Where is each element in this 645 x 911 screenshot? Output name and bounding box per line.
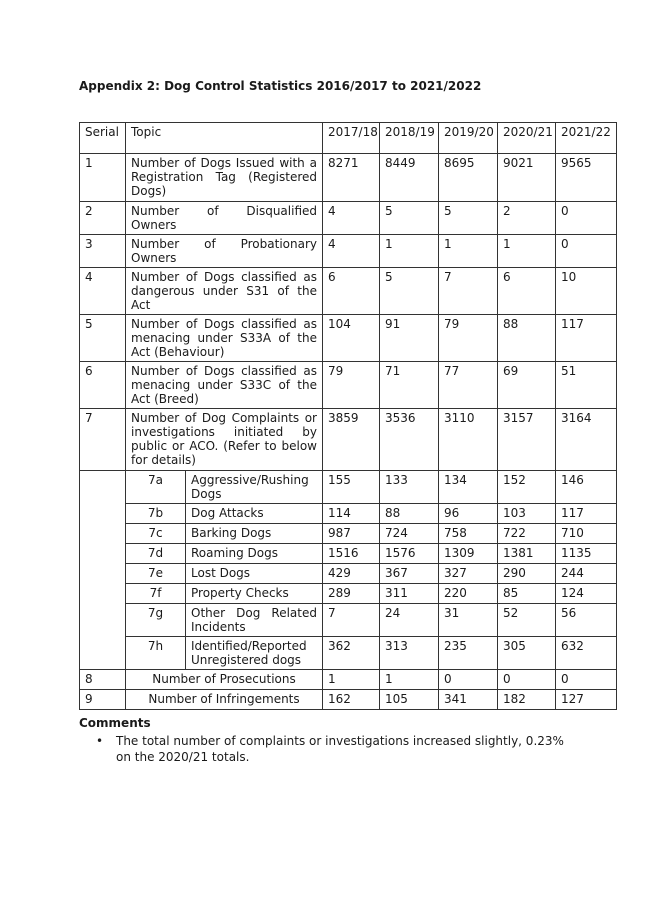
table-row	[80, 154, 617, 202]
blank-cell	[80, 504, 126, 524]
bullet-icon: •	[96, 734, 104, 748]
topic-cell: Number of Dogs classified as menacing under S33C of the Act (Breed)	[126, 362, 323, 409]
value-cell: 1135	[556, 544, 617, 564]
value-cell: 1309	[439, 544, 498, 564]
value-cell: 4	[323, 235, 380, 268]
blank-cell	[80, 524, 126, 544]
column-header: Serial	[80, 123, 126, 154]
value-cell: 71	[380, 362, 439, 409]
column-header: 2020/21	[498, 123, 556, 154]
table-row	[80, 202, 617, 235]
value-cell: 362	[323, 637, 380, 670]
value-cell: 758	[439, 524, 498, 544]
value-cell: 85	[498, 584, 556, 604]
sub-topic-cell: Dog Attacks	[186, 504, 323, 524]
value-cell: 117	[556, 504, 617, 524]
value-cell: 91	[380, 315, 439, 362]
table-row	[80, 362, 617, 409]
column-header: 2018/19	[380, 123, 439, 154]
topic-cell: Number of Probationary Owners	[126, 235, 323, 268]
value-cell: 1381	[498, 544, 556, 564]
value-cell: 1	[380, 235, 439, 268]
comment-item	[96, 733, 566, 765]
value-cell: 155	[323, 471, 380, 504]
value-cell: 0	[498, 670, 556, 690]
value-cell: 114	[323, 504, 380, 524]
table-row	[80, 235, 617, 268]
value-cell: 244	[556, 564, 617, 584]
table-row	[80, 670, 617, 690]
table-row	[80, 690, 617, 710]
value-cell: 5	[380, 202, 439, 235]
sub-topic-cell: Aggressive/Rushing Dogs	[186, 471, 323, 504]
value-cell: 3110	[439, 409, 498, 471]
comments-list	[96, 733, 566, 765]
value-cell: 313	[380, 637, 439, 670]
value-cell: 311	[380, 584, 439, 604]
table-row	[80, 268, 617, 315]
value-cell: 367	[380, 564, 439, 584]
sub-topic-cell: Roaming Dogs	[186, 544, 323, 564]
table-sub-row	[80, 637, 617, 670]
value-cell: 327	[439, 564, 498, 584]
sub-topic-cell: Identified/Reported Unregistered dogs	[186, 637, 323, 670]
sub-topic-cell: Other Dog Related Incidents	[186, 604, 323, 637]
value-cell: 0	[556, 202, 617, 235]
value-cell: 1	[498, 235, 556, 268]
blank-cell	[80, 584, 126, 604]
column-header: Topic	[126, 123, 323, 154]
value-cell: 3859	[323, 409, 380, 471]
value-cell: 9565	[556, 154, 617, 202]
value-cell: 24	[380, 604, 439, 637]
value-cell: 133	[380, 471, 439, 504]
sub-code-cell: 7g	[126, 604, 186, 637]
sub-code-cell: 7d	[126, 544, 186, 564]
value-cell: 710	[556, 524, 617, 544]
value-cell: 7	[323, 604, 380, 637]
column-header: 2021/22	[556, 123, 617, 154]
value-cell: 987	[323, 524, 380, 544]
serial-cell: 8	[80, 670, 126, 690]
value-cell: 69	[498, 362, 556, 409]
topic-cell: Number of Dogs classified as dangerous under S31 of the Act	[126, 268, 323, 315]
value-cell: 1576	[380, 544, 439, 564]
page-title: Appendix 2: Dog Control Statistics 2016/2017 to 2021/2022	[79, 79, 482, 93]
serial-cell: 6	[80, 362, 126, 409]
table-sub-row	[80, 524, 617, 544]
sub-code-cell: 7b	[126, 504, 186, 524]
value-cell: 182	[498, 690, 556, 710]
value-cell: 429	[323, 564, 380, 584]
header-row	[80, 123, 617, 154]
value-cell: 1	[439, 235, 498, 268]
value-cell: 3164	[556, 409, 617, 471]
value-cell: 5	[439, 202, 498, 235]
serial-cell: 3	[80, 235, 126, 268]
value-cell: 104	[323, 315, 380, 362]
value-cell: 31	[439, 604, 498, 637]
value-cell: 117	[556, 315, 617, 362]
value-cell: 0	[556, 235, 617, 268]
blank-cell	[80, 604, 126, 637]
value-cell: 88	[498, 315, 556, 362]
value-cell: 341	[439, 690, 498, 710]
topic-cell: Number of Dogs Issued with a Registration Tag (Registered Dogs)	[126, 154, 323, 202]
value-cell: 1516	[323, 544, 380, 564]
table-sub-row	[80, 584, 617, 604]
topic-cell: Number of Prosecutions	[126, 670, 323, 690]
serial-cell: 5	[80, 315, 126, 362]
sub-code-cell: 7e	[126, 564, 186, 584]
value-cell: 722	[498, 524, 556, 544]
serial-cell: 1	[80, 154, 126, 202]
serial-cell: 4	[80, 268, 126, 315]
value-cell: 88	[380, 504, 439, 524]
value-cell: 0	[439, 670, 498, 690]
value-cell: 124	[556, 584, 617, 604]
value-cell: 105	[380, 690, 439, 710]
value-cell: 235	[439, 637, 498, 670]
value-cell: 724	[380, 524, 439, 544]
table-sub-row	[80, 564, 617, 584]
value-cell: 127	[556, 690, 617, 710]
table-sub-row	[80, 604, 617, 637]
serial-cell: 7	[80, 409, 126, 471]
comment-text: The total number of complaints or investigations increased slightly, 0.23% on the 2020/21 totals.	[116, 734, 564, 764]
value-cell: 134	[439, 471, 498, 504]
value-cell: 5	[380, 268, 439, 315]
blank-cell	[80, 544, 126, 564]
value-cell: 8695	[439, 154, 498, 202]
topic-cell: Number of Dog Complaints or investigations initiated by public or ACO. (Refer to below for details)	[126, 409, 323, 471]
value-cell: 9021	[498, 154, 556, 202]
value-cell: 8449	[380, 154, 439, 202]
table-row	[80, 315, 617, 362]
value-cell: 4	[323, 202, 380, 235]
value-cell: 103	[498, 504, 556, 524]
sub-code-cell: 7h	[126, 637, 186, 670]
value-cell: 79	[323, 362, 380, 409]
value-cell: 152	[498, 471, 556, 504]
value-cell: 1	[323, 670, 380, 690]
table-sub-row	[80, 504, 617, 524]
topic-cell: Number of Dogs classified as menacing under S33A of the Act (Behaviour)	[126, 315, 323, 362]
value-cell: 220	[439, 584, 498, 604]
value-cell: 3157	[498, 409, 556, 471]
value-cell: 6	[323, 268, 380, 315]
serial-cell: 2	[80, 202, 126, 235]
value-cell: 289	[323, 584, 380, 604]
blank-cell	[80, 637, 126, 670]
table-sub-row	[80, 471, 617, 504]
value-cell: 51	[556, 362, 617, 409]
blank-cell	[80, 564, 126, 584]
value-cell: 77	[439, 362, 498, 409]
value-cell: 2	[498, 202, 556, 235]
column-header: 2017/18	[323, 123, 380, 154]
value-cell: 162	[323, 690, 380, 710]
sub-code-cell: 7a	[126, 471, 186, 504]
value-cell: 10	[556, 268, 617, 315]
sub-topic-cell: Barking Dogs	[186, 524, 323, 544]
sub-topic-cell: Property Checks	[186, 584, 323, 604]
serial-cell: 9	[80, 690, 126, 710]
value-cell: 146	[556, 471, 617, 504]
sub-topic-cell: Lost Dogs	[186, 564, 323, 584]
sub-code-cell: 7c	[126, 524, 186, 544]
column-header: 2019/20	[439, 123, 498, 154]
value-cell: 3536	[380, 409, 439, 471]
value-cell: 1	[380, 670, 439, 690]
sub-code-cell: 7f	[126, 584, 186, 604]
table-row	[80, 409, 617, 471]
dog-control-statistics-table	[79, 122, 617, 710]
topic-cell: Number of Infringements	[126, 690, 323, 710]
table-sub-row	[80, 544, 617, 564]
value-cell: 632	[556, 637, 617, 670]
value-cell: 52	[498, 604, 556, 637]
blank-cell	[80, 471, 126, 504]
value-cell: 8271	[323, 154, 380, 202]
value-cell: 290	[498, 564, 556, 584]
value-cell: 96	[439, 504, 498, 524]
comments-heading: Comments	[79, 716, 151, 730]
value-cell: 7	[439, 268, 498, 315]
value-cell: 6	[498, 268, 556, 315]
value-cell: 0	[556, 670, 617, 690]
value-cell: 56	[556, 604, 617, 637]
value-cell: 305	[498, 637, 556, 670]
value-cell: 79	[439, 315, 498, 362]
topic-cell: Number of Disqualified Owners	[126, 202, 323, 235]
